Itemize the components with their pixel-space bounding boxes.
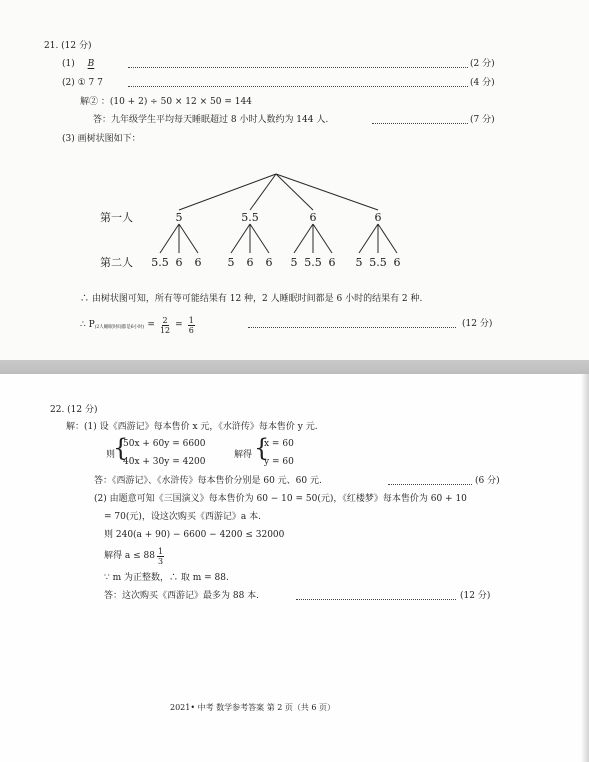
page-gap	[0, 360, 589, 374]
prob-equals-2: =	[175, 320, 183, 330]
q22-header: 22. (12 分)	[50, 405, 98, 415]
prob-equals: =	[147, 320, 155, 330]
tree-branch-root	[250, 174, 276, 210]
q21-part1-label: (1)	[62, 59, 75, 69]
tree-row2-label: 第二人	[100, 256, 133, 269]
prob-fraction-1	[160, 316, 170, 335]
tree-node-second: 6	[246, 256, 254, 269]
q22-answer2-score: (12 分)	[460, 591, 491, 601]
tree-node-second: 6	[328, 256, 336, 269]
fraction-denominator: 12	[159, 325, 171, 335]
tree-branch-child	[359, 224, 378, 253]
q22-part2-line2: = 70(元)，设这次购买《西游记》a 本.	[104, 512, 261, 522]
tree-node-second: 6	[265, 256, 273, 269]
q21-part2: (2) ① 7 7	[62, 78, 103, 88]
page-edge-shadow	[581, 374, 589, 762]
q22-sol1: x = 60	[264, 439, 294, 449]
q22-solve-label: 解得	[234, 450, 253, 460]
q21-conclusion: ∴ 由树状图可知，所有等可能结果有 12 种，2 人睡眠时间都是 6 小时的结果有 2 种.	[80, 294, 423, 304]
page-footer: 2021• 中考 数学参考答案 第 2 页（共 6 页）	[170, 703, 336, 712]
tree-branch-root	[276, 174, 313, 210]
tree-branches	[160, 174, 397, 253]
dot-leader	[388, 484, 472, 485]
tree-branch-child	[231, 224, 250, 253]
tree-branch-child	[294, 224, 313, 253]
tree-node-second: 5.5	[369, 256, 387, 269]
tree-node-second: 5.5	[151, 256, 169, 269]
fraction-numerator: 1	[188, 315, 194, 325]
tree-branch-root	[179, 174, 276, 210]
q21-part2-answer: 答：九年级学生平均每天睡眠超过 8 小时人数约为 144 人.	[93, 115, 329, 125]
q22-answer2: 答：这次购买《西游记》最多为 88 本.	[104, 591, 260, 601]
q22-solve2	[104, 547, 166, 565]
fraction-denominator: 6	[188, 325, 194, 335]
q22-then: 则	[106, 450, 116, 460]
solution-brace: {	[254, 434, 270, 462]
tree-second-level	[151, 256, 400, 269]
q21-part1-score: (2 分)	[470, 59, 495, 69]
tree-node-second: 5	[227, 256, 235, 269]
q22-inequality: 则 240(a + 90) − 6600 − 4200 ≤ 32000	[104, 530, 285, 540]
tree-node-second: 5.5	[304, 256, 322, 269]
q22-answer1-score: (6 分)	[475, 476, 500, 486]
dot-leader	[248, 327, 456, 328]
q22-answer1: 答：《西游记》、《水浒传》每本售价分别是 60 元、60 元.	[94, 476, 322, 486]
tree-node-first: 6	[374, 211, 382, 224]
answer-page-top	[0, 0, 589, 360]
q21-part1-answer: B	[87, 59, 95, 69]
tree-first-level	[176, 211, 382, 224]
fraction-numerator: 2	[162, 315, 168, 325]
prob-prefix: ∴ P	[80, 320, 95, 330]
prob-subscript: (2人睡眠时间都是6小时)	[94, 325, 145, 330]
tree-branch-child	[250, 224, 269, 253]
tree-branch-child	[160, 224, 179, 253]
q22-sol2: y = 60	[264, 457, 294, 467]
q21-header: 21. (12 分)	[44, 41, 92, 51]
system-brace: {	[113, 434, 129, 462]
q21-part2-score: (4 分)	[470, 78, 495, 88]
solve2-fraction	[157, 547, 164, 566]
tree-node-first: 5.5	[241, 211, 259, 224]
solve2-text: 解得 a ≤ 88	[104, 551, 155, 561]
prob-fraction-2	[188, 316, 195, 335]
tree-branch-child	[378, 224, 397, 253]
q22-part2-line1: (2) 由题意可知《三国演义》每本售价为 60 − 10 = 50(元)，《红楼梦》每本售价为 60 + 10	[94, 494, 467, 504]
q21-probability-score: (12 分)	[462, 319, 493, 329]
tree-diagram	[0, 0, 589, 290]
q21-part3: (3) 画树状图如下：	[62, 134, 141, 144]
tree-node-first: 5	[175, 211, 183, 224]
q21-probability	[80, 314, 197, 336]
tree-branch-child	[313, 224, 332, 253]
fraction-numerator: 1	[157, 546, 164, 556]
tree-node-second: 6	[393, 256, 401, 269]
tree-node-second: 6	[194, 256, 202, 269]
tree-node-second: 5	[290, 256, 298, 269]
tree-node-first: 6	[309, 211, 317, 224]
q22-part1-intro: 解：(1) 设《西游记》每本售价 x 元，《水浒传》每本售价 y 元.	[66, 422, 318, 432]
q21-part2-answer-score: (7 分)	[470, 115, 495, 125]
dot-leader	[296, 599, 456, 600]
tree-node-second: 5	[355, 256, 363, 269]
q22-integer-note: ∵ m 为正整数，∴ 取 m = 88.	[104, 573, 229, 583]
tree-row1-label: 第一人	[100, 211, 133, 224]
tree-node-second: 6	[175, 256, 183, 269]
tree-branch-child	[179, 224, 198, 253]
q22-eq2: 40x + 30y = 4200	[123, 457, 206, 467]
tree-branch-root	[276, 174, 378, 210]
answer-page-bottom	[0, 374, 589, 762]
q22-eq1: 50x + 60y = 6600	[123, 439, 206, 449]
q21-part2-calc: 解② ：(10 + 2) ÷ 50 × 12 × 50 = 144	[80, 97, 252, 107]
fraction-denominator: 3	[157, 556, 164, 566]
